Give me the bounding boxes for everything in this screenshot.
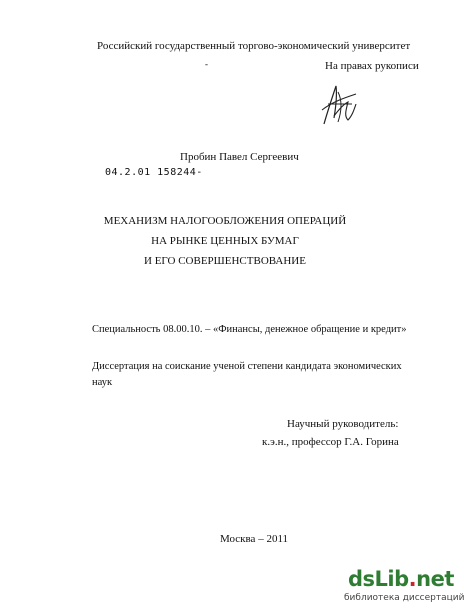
dash-mark: - [205, 59, 208, 69]
logo-dot: . [408, 567, 417, 591]
specialty-line: Специальность 08.00.10. – «Финансы, денежное обращение и кредит» [92, 324, 407, 335]
supervisor-label: Научный руководитель: [287, 418, 399, 430]
logo-main-text: dsLib [348, 567, 409, 591]
dslib-watermark [344, 567, 464, 613]
university-name: Российский государственный торгово-экономический университет [97, 40, 411, 52]
manuscript-note: На правах рукописи [325, 60, 419, 72]
thesis-title-line-1: МЕХАНИЗМ НАЛОГООБЛОЖЕНИЯ ОПЕРАЦИЙ [103, 215, 347, 227]
dissertation-degree-line-2: наук [92, 377, 113, 388]
handwritten-signature [318, 80, 360, 130]
logo-tld-text: net [416, 567, 454, 591]
registry-code: 04.2.01 158244- [105, 167, 203, 178]
supervisor-name: к.э.н., профессор Г.А. Горина [262, 436, 399, 448]
author-name: Пробин Павел Сергеевич [180, 151, 299, 163]
dslib-logo [348, 567, 454, 591]
watermark-subtitle: библиотека диссертаций [344, 593, 464, 603]
thesis-title-line-2: НА РЫНКЕ ЦЕННЫХ БУМАГ [151, 235, 299, 247]
city-year: Москва – 2011 [220, 533, 289, 545]
dissertation-degree-line-1: Диссертация на соискание ученой степени кандидата экономических [92, 361, 402, 372]
thesis-title-line-3: И ЕГО СОВЕРШЕНСТВОВАНИЕ [144, 255, 306, 267]
